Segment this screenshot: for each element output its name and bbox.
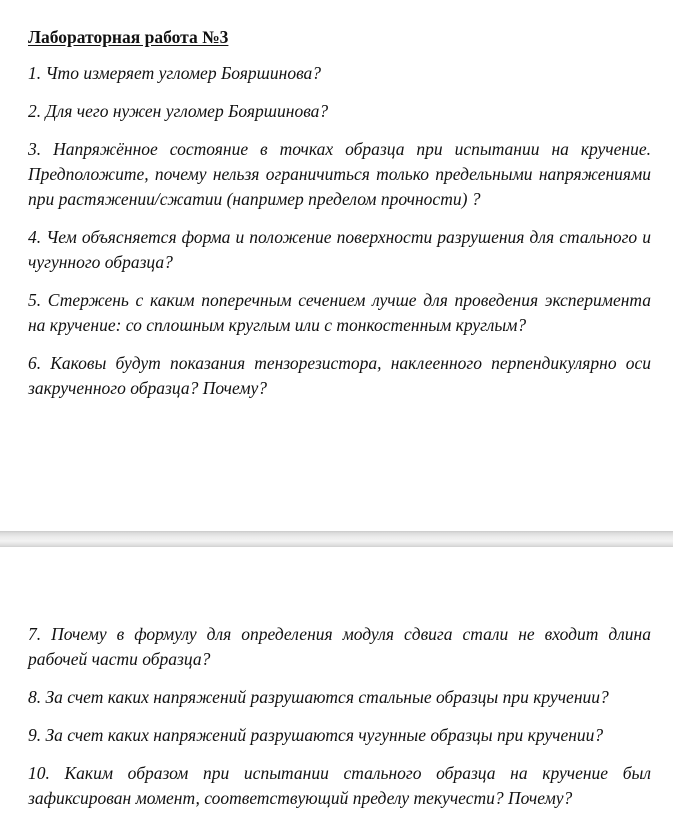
question-1: 1. Что измеряет угломер Бояршинова? bbox=[28, 63, 322, 83]
question-5: 5. Стержень с каким поперечным сечением лучше для проведения эксперимента на кручение: со сплошным круглым или с тонкостенным круглым? bbox=[28, 290, 651, 335]
document-title: Лабораторная работа №3 bbox=[28, 27, 229, 47]
question-10: 10. Каким образом при испытании стального образца на кручение был зафиксирован момент, соответствующий пределу текучести? Почему? bbox=[28, 763, 651, 808]
question-4: 4. Чем объясняется форма и положение поверхности разрушения для стального и чугунного образца? bbox=[28, 227, 651, 272]
document-page-2 bbox=[0, 547, 673, 837]
page-2-content bbox=[28, 622, 651, 824]
question-8: 8. За счет каких напряжений разрушаются стальные образцы при кручении? bbox=[28, 687, 609, 707]
question-9: 9. За счет каких напряжений разрушаются чугунные образцы при кручении? bbox=[28, 725, 604, 745]
question-2: 2. Для чего нужен угломер Бояршинова? bbox=[28, 101, 329, 121]
page-break-separator bbox=[0, 531, 673, 547]
page-1-content bbox=[28, 25, 651, 414]
question-6: 6. Каковы будут показания тензорезистора, наклеенного перпендикулярно оси закрученного образца? Почему? bbox=[28, 353, 651, 398]
question-3: 3. Напряжённое состояние в точках образца при испытании на кручение. Предположите, почему нельзя ограничиться только предельными напряжениями при растяжении/сжатии (например пределом прочности) ? bbox=[28, 139, 651, 209]
question-7: 7. Почему в формулу для определения модуля сдвига стали не входит длина рабочей части образца? bbox=[28, 624, 651, 669]
